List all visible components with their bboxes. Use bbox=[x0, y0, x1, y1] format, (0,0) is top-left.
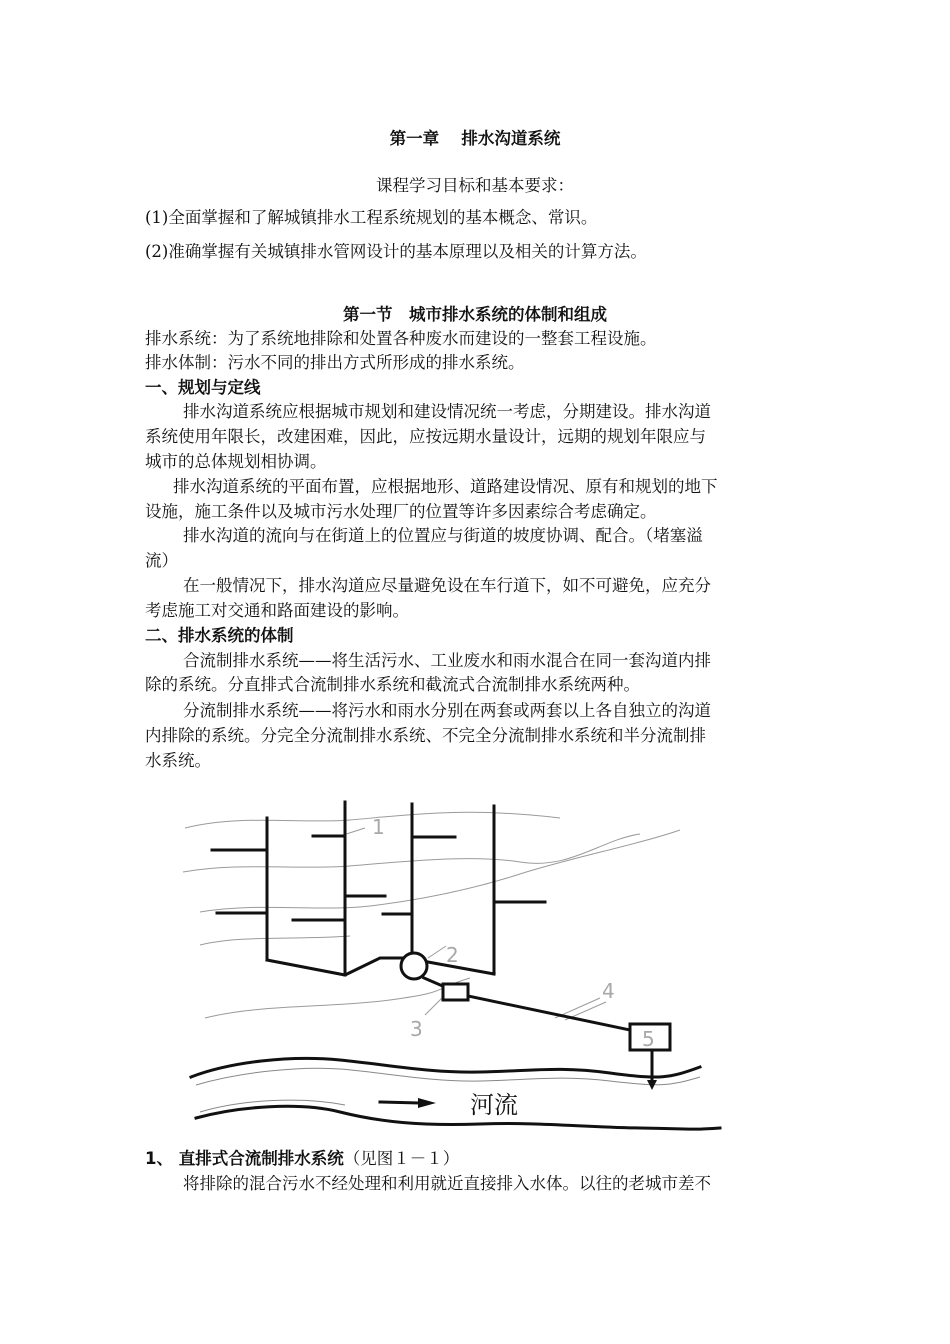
diagram-label-2: 2 bbox=[446, 943, 459, 967]
part1-heading: 一、规划与定线 bbox=[145, 378, 261, 397]
river-label: 河流 bbox=[470, 1091, 518, 1119]
paragraph-line: 系统使用年限长，改建困难，因此，应按远期水量设计，远期的规划年限应与 bbox=[145, 427, 706, 446]
paragraph-line: 在一般情况下，排水沟道应尽量避免设在车行道下，如不可避免，应充分 bbox=[183, 576, 711, 595]
terrain-contour-line bbox=[200, 830, 680, 912]
terrain-contour-line bbox=[205, 978, 470, 1018]
river-bank-lower bbox=[196, 1106, 720, 1129]
paragraph-line: 排水沟道的流向与在街道上的位置应与街道的坡度协调、配合。（堵塞溢 bbox=[183, 526, 703, 545]
collector-sewer-line bbox=[428, 962, 494, 974]
paragraph-line: 考虑施工对交通和路面建设的影响。 bbox=[145, 601, 409, 620]
objective-item: (2)准确掌握有关城镇排水管网设计的基本原理以及相关的计算方法。 bbox=[145, 242, 647, 261]
diagram-label-3: 3 bbox=[410, 1017, 423, 1041]
diagram-label-5: 5 bbox=[642, 1027, 655, 1051]
section-title: 第一节 城市排水系统的体制和组成 bbox=[343, 305, 607, 324]
combined-sewer-diagram bbox=[0, 790, 950, 1145]
diagram-label-4: 4 bbox=[602, 979, 615, 1003]
paragraph-line: 排水沟道系统应根据城市规划和建设情况统一考虑，分期建设。排水沟道 bbox=[183, 402, 711, 421]
paragraph-line: 将排除的混合污水不经处理和利用就近直接排入水体。以往的老城市差不 bbox=[183, 1174, 711, 1193]
overflow-chamber bbox=[443, 984, 468, 1000]
paragraph-line: 城市的总体规划相协调。 bbox=[145, 452, 327, 471]
item1-line bbox=[145, 1147, 459, 1171]
item1-figure-ref: （见图１－１） bbox=[343, 1149, 460, 1168]
paragraph-line: 流） bbox=[145, 551, 178, 570]
paragraph-line: 除的系统。分直排式合流制排水系统和截流式合流制排水系统两种。 bbox=[145, 675, 640, 694]
paragraph-line: 设施，施工条件以及城市污水处理厂的位置等许多因素综合考虑确定。 bbox=[145, 502, 657, 521]
paragraph-line: 水系统。 bbox=[145, 751, 211, 770]
junction-manhole bbox=[401, 953, 427, 979]
paragraph-line: 内排除的系统。分完全分流制排水系统、不完全分流制排水系统和半分流制排 bbox=[145, 726, 706, 745]
item1-heading: 1、 直排式合流制排水系统 bbox=[145, 1149, 344, 1168]
river-bank-upper bbox=[191, 1058, 700, 1077]
objective-item: (1)全面掌握和了解城镇排水工程系统规划的基本概念、常识。 bbox=[145, 208, 598, 227]
paragraph-line: 合流制排水系统——将生活污水、工业废水和雨水混合在同一套沟道内排 bbox=[183, 651, 711, 670]
paragraph-line: 分流制排水系统——将污水和雨水分别在两套或两套以上各自独立的沟道 bbox=[183, 701, 711, 720]
terrain-contour-line bbox=[200, 936, 350, 945]
definition-drainage-regime: 排水体制：污水不同的排出方式所形成的排水系统。 bbox=[145, 353, 525, 372]
objectives-heading: 课程学习目标和基本要求： bbox=[376, 176, 574, 195]
part2-heading: 二、排水系统的体制 bbox=[145, 626, 294, 645]
chapter-title: 第一章 排水沟道系统 bbox=[389, 129, 561, 148]
paragraph-line: 排水沟道系统的平面布置，应根据地形、道路建设情况、原有和规划的地下 bbox=[173, 477, 718, 496]
flow-arrow-head bbox=[418, 1098, 436, 1108]
leader-line bbox=[428, 946, 446, 958]
collector-sewer-line bbox=[267, 958, 402, 975]
flow-direction-arrow bbox=[380, 1102, 418, 1103]
definition-drainage-system: 排水系统：为了系统地排除和处置各种废水而建设的一整套工程设施。 bbox=[145, 329, 657, 348]
diagram-label-1: 1 bbox=[372, 815, 385, 839]
